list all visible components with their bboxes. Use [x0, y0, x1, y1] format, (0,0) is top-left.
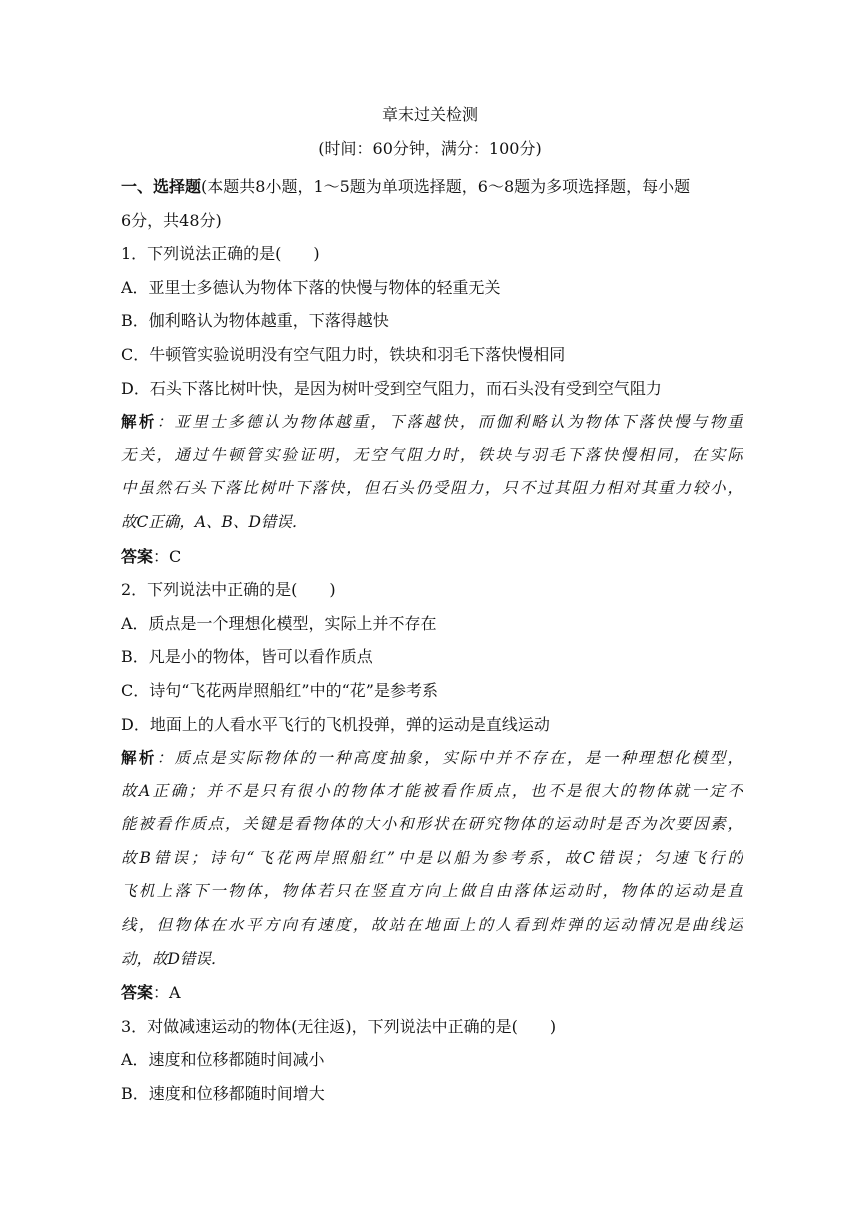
analysis-line: 中虽然石头下落比树叶下落快，但石头仍受阻力，只不过其阻力相对其重力较小，: [121, 479, 743, 498]
analysis-text: ：质点是实际物体的一种高度抽象，实际中并不存在，是一种理想化模型，: [156, 749, 743, 768]
answer-value: ：A: [153, 983, 181, 1003]
answer-line: [121, 976, 743, 1010]
option-d: D．地面上的人看水平飞行的飞机投弹，弹的运动是直线运动: [121, 714, 550, 734]
analysis-line: 动，故D错误．: [121, 949, 227, 968]
option-a: A．速度和位移都随时间减小: [121, 1050, 325, 1070]
analysis-line: 故A正确；并不是只有很小的物体才能被看作质点，也不是很大的物体就一定不: [121, 781, 743, 800]
option-a: A．亚里士多德认为物体下落的快慢与物体的轻重无关: [121, 277, 501, 297]
question-3: [121, 1010, 743, 1111]
analysis-label: 解析: [121, 748, 157, 768]
answer-value: ：C: [153, 546, 182, 566]
option-a: A．质点是一个理想化模型，实际上并不存在: [121, 613, 437, 633]
analysis-block: [121, 741, 743, 976]
question-2: [121, 573, 743, 1010]
analysis-line: 故C正确，A、B、D错误．: [121, 512, 308, 531]
option-c: C．牛顿管实验说明没有空气阻力时，铁块和羽毛下落快慢相同: [121, 344, 566, 364]
analysis-line: 无关，通过牛顿管实验证明，无空气阻力时，铁块与羽毛下落快慢相同，在实际: [121, 445, 743, 464]
analysis-block: [121, 405, 743, 539]
section-description: (本题共8小题，1～5题为单项选择题，6～8题为多项选择题，每小题: [201, 177, 691, 196]
analysis-label: 解析: [121, 412, 157, 432]
page-title: 章末过关检测: [381, 105, 478, 124]
analysis-line: 故B错误；诗句“飞花两岸照船红”中是以船为参考系，故C错误；匀速飞行的: [121, 848, 743, 867]
option-d: D．石头下落比树叶快，是因为树叶受到空气阻力，而石头没有受到空气阻力: [121, 378, 662, 398]
option-b: B．伽利略认为物体越重，下落得越快: [121, 311, 389, 331]
option-b: B．速度和位移都随时间增大: [121, 1084, 325, 1104]
question-stem: 3．对做减速运动的物体(无往返)，下列说法中正确的是( ): [121, 1016, 557, 1036]
analysis-line: [121, 741, 743, 775]
option-b: B．凡是小的物体，皆可以看作质点: [121, 647, 373, 667]
answer-label: 答案: [121, 983, 154, 1003]
analysis-line: 飞机上落下一物体，物体若只在竖直方向上做自由落体运动时，物体的运动是直: [121, 882, 743, 901]
analysis-line: [121, 405, 743, 439]
question-stem: 2．下列说法中正确的是( ): [121, 580, 336, 600]
document-body: [121, 170, 743, 1111]
section-description-cont: 6分，共48分): [121, 210, 222, 230]
question-stem: 1．下列说法正确的是( ): [121, 244, 320, 264]
analysis-line: 能被看作质点，关键是看物体的大小和形状在研究物体的运动时是否为次要因素，: [121, 815, 743, 834]
page-subtitle: (时间：60分钟，满分：100分): [318, 139, 542, 158]
section-heading: 一、选择题: [121, 177, 202, 196]
answer-line: [121, 540, 743, 574]
question-1: [121, 237, 743, 573]
analysis-line: 线，但物体在水平方向有速度，故站在地面上的人看到炸弹的运动情况是曲线运: [121, 916, 743, 935]
analysis-text: ：亚里士多德认为物体越重，下落越快，而伽利略认为物体下落快慢与物重: [156, 413, 743, 432]
option-c: C．诗句“飞花两岸照船红”中的“花”是参考系: [121, 680, 438, 700]
answer-label: 答案: [121, 546, 154, 566]
section-heading-line: [121, 170, 743, 204]
